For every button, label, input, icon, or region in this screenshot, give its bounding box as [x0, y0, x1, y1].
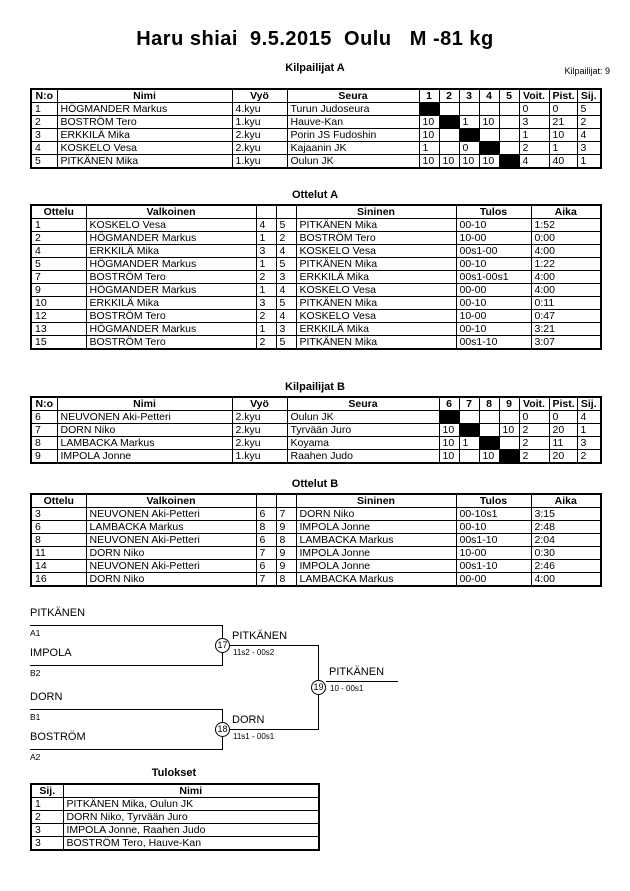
bracket-result-label: 11s1 - 00s1: [233, 732, 275, 741]
belt-cell: 1.kyu: [232, 155, 287, 169]
place-cell: 5: [577, 103, 601, 116]
points-cell: 40: [549, 155, 577, 169]
column-header: Pist.: [549, 89, 577, 103]
wins-cell: 0: [519, 103, 549, 116]
competitor-number-cell: 9: [31, 450, 57, 464]
blue-name-cell: LAMBACKA Markus: [296, 534, 456, 547]
white-number-cell: 7: [256, 547, 276, 560]
column-header: Nimi: [57, 89, 232, 103]
result-cell: 00-10: [456, 219, 531, 232]
points-cell: 0: [549, 411, 577, 424]
result-cell: 00-10s1: [456, 508, 531, 521]
club-cell: Oulun JK: [287, 155, 419, 169]
blue-number-cell: 5: [276, 258, 296, 271]
column-header: Nimi: [63, 784, 319, 798]
score-cell: 10: [479, 116, 499, 129]
match-node-17: 17: [215, 638, 230, 653]
score-cell: 10: [419, 155, 439, 169]
match-number-cell: 1: [31, 219, 86, 232]
white-number-cell: 3: [256, 245, 276, 258]
club-cell: Kajaanin JK: [287, 142, 419, 155]
belt-cell: 2.kyu: [232, 424, 287, 437]
column-header: Vyö: [232, 397, 287, 411]
result-cell: 00-10: [456, 258, 531, 271]
wins-cell: 2: [519, 450, 549, 464]
result-name-cell: BOSTRÖM Tero, Hauve-Kan: [63, 837, 319, 851]
place-cell: 2: [31, 811, 63, 824]
white-number-cell: 1: [256, 232, 276, 245]
time-cell: 2:46: [531, 560, 601, 573]
result-row: [31, 811, 319, 824]
match-number-cell: 11: [31, 547, 86, 560]
bracket-line: [30, 749, 223, 750]
column-header: Nimi: [57, 397, 232, 411]
time-cell: 1:52: [531, 219, 601, 232]
blue-number-cell: 5: [276, 219, 296, 232]
column-header: Valkoinen: [86, 494, 256, 508]
result-row: [31, 837, 319, 851]
time-cell: 4:00: [531, 271, 601, 284]
score-cell: 10: [439, 155, 459, 169]
belt-cell: 2.kyu: [232, 129, 287, 142]
place-cell: 2: [577, 116, 601, 129]
white-name-cell: HÖGMANDER Markus: [86, 258, 256, 271]
competitors-count: Kilpailijat: 9: [564, 66, 610, 76]
blue-number-cell: 9: [276, 521, 296, 534]
competitor-number-cell: 3: [31, 129, 57, 142]
blue-number-cell: 4: [276, 245, 296, 258]
white-number-cell: 7: [256, 573, 276, 587]
blue-name-cell: IMPOLA Jonne: [296, 521, 456, 534]
blue-number-cell: 5: [276, 297, 296, 310]
bracket-line: [326, 681, 398, 682]
bracket-line: [230, 729, 318, 730]
result-cell: 00-00: [456, 284, 531, 297]
blue-name-cell: DORN Niko: [296, 508, 456, 521]
blue-name-cell: KOSKELO Vesa: [296, 310, 456, 323]
wins-cell: 2: [519, 142, 549, 155]
match-number-cell: 10: [31, 297, 86, 310]
column-header: 3: [459, 89, 479, 103]
time-cell: 2:04: [531, 534, 601, 547]
blue-number-cell: 9: [276, 547, 296, 560]
match-number-cell: 16: [31, 573, 86, 587]
white-name-cell: DORN Niko: [86, 547, 256, 560]
result-cell: 10-00: [456, 310, 531, 323]
blue-name-cell: PITKÄNEN Mika: [296, 336, 456, 350]
column-header: Seura: [287, 89, 419, 103]
points-cell: 10: [549, 129, 577, 142]
competitor-number-cell: 2: [31, 116, 57, 129]
match-number-cell: 12: [31, 310, 86, 323]
bracket-line: [30, 625, 223, 626]
score-cell: 10: [439, 424, 459, 437]
column-header: Voit.: [519, 89, 549, 103]
bracket-line: [230, 645, 318, 646]
bracket-slot-name: IMPOLA: [30, 647, 72, 659]
competitor-name-cell: LAMBACKA Markus: [57, 437, 232, 450]
bracket-winner-label: DORN: [232, 714, 265, 726]
bracket-line: [30, 709, 223, 710]
column-header: 4: [479, 89, 499, 103]
bracket-seed-label: B2: [30, 668, 41, 678]
white-name-cell: NEUVONEN Aki-Petteri: [86, 534, 256, 547]
blue-name-cell: IMPOLA Jonne: [296, 547, 456, 560]
bracket-winner-label: PITKÄNEN: [329, 666, 385, 678]
column-header: Sij.: [577, 397, 601, 411]
white-name-cell: HÖGMANDER Markus: [86, 284, 256, 297]
belt-cell: 2.kyu: [232, 411, 287, 424]
time-cell: 3:21: [531, 323, 601, 336]
club-cell: Raahen Judo: [287, 450, 439, 464]
competitor-name-cell: IMPOLA Jonne: [57, 450, 232, 464]
competitor-number-cell: 8: [31, 437, 57, 450]
white-number-cell: 1: [256, 323, 276, 336]
blue-name-cell: PITKÄNEN Mika: [296, 297, 456, 310]
bracket-seed-label: A2: [30, 752, 41, 762]
wins-cell: 1: [519, 129, 549, 142]
points-cell: 21: [549, 116, 577, 129]
place-cell: 3: [31, 837, 63, 851]
result-cell: 10-00: [456, 547, 531, 560]
result-cell: 00-10: [456, 521, 531, 534]
white-name-cell: ERKKILÄ Mika: [86, 245, 256, 258]
bracket-seed-label: A1: [30, 628, 41, 638]
points-cell: 20: [549, 450, 577, 464]
score-cell: 10: [479, 450, 499, 464]
place-cell: 3: [31, 824, 63, 837]
blue-name-cell: PITKÄNEN Mika: [296, 219, 456, 232]
place-cell: 4: [577, 411, 601, 424]
blue-number-cell: 4: [276, 284, 296, 297]
results-heading: Tulokset: [151, 767, 197, 779]
blue-name-cell: ERKKILÄ Mika: [296, 271, 456, 284]
competitor-name-cell: BOSTRÖM Tero: [57, 116, 232, 129]
time-cell: 1:22: [531, 258, 601, 271]
results-table: [30, 783, 320, 851]
white-number-cell: 6: [256, 560, 276, 573]
blue-number-cell: 5: [276, 336, 296, 350]
place-cell: 1: [31, 798, 63, 811]
matches-b-heading: Ottelut B: [291, 478, 339, 490]
result-cell: 00s1-10: [456, 534, 531, 547]
white-name-cell: LAMBACKA Markus: [86, 521, 256, 534]
white-name-cell: BOSTRÖM Tero: [86, 310, 256, 323]
competitor-number-cell: 1: [31, 103, 57, 116]
column-header: Sininen: [296, 494, 456, 508]
result-cell: 00s1-00s1: [456, 271, 531, 284]
bracket-slot-name: PITKÄNEN: [30, 607, 86, 619]
result-row: [31, 798, 319, 811]
time-cell: 2:48: [531, 521, 601, 534]
wins-cell: 2: [519, 437, 549, 450]
column-header: Ottelu: [31, 494, 86, 508]
blue-name-cell: LAMBACKA Markus: [296, 573, 456, 587]
match-number-cell: 13: [31, 323, 86, 336]
column-header: 2: [439, 89, 459, 103]
blue-name-cell: BOSTRÖM Tero: [296, 232, 456, 245]
match-number-cell: 2: [31, 232, 86, 245]
belt-cell: 2.kyu: [232, 437, 287, 450]
competitor-number-cell: 4: [31, 142, 57, 155]
column-header: Valkoinen: [86, 205, 256, 219]
match-node-18: 18: [215, 722, 230, 737]
column-header: N:o: [31, 397, 57, 411]
white-name-cell: BOSTRÖM Tero: [86, 336, 256, 350]
score-cell: 10: [439, 450, 459, 464]
blue-number-cell: 9: [276, 560, 296, 573]
belt-cell: 2.kyu: [232, 142, 287, 155]
bracket-seed-label: B1: [30, 712, 41, 722]
result-name-cell: IMPOLA Jonne, Raahen Judo: [63, 824, 319, 837]
white-name-cell: KOSKELO Vesa: [86, 219, 256, 232]
white-name-cell: DORN Niko: [86, 573, 256, 587]
result-cell: 00s1-10: [456, 560, 531, 573]
competitor-number-cell: 7: [31, 424, 57, 437]
club-cell: Turun Judoseura: [287, 103, 419, 116]
white-name-cell: BOSTRÖM Tero: [86, 271, 256, 284]
column-header: N:o: [31, 89, 57, 103]
white-name-cell: NEUVONEN Aki-Petteri: [86, 508, 256, 521]
blue-name-cell: IMPOLA Jonne: [296, 560, 456, 573]
column-header: Voit.: [519, 397, 549, 411]
white-number-cell: 1: [256, 258, 276, 271]
time-cell: 4:00: [531, 245, 601, 258]
time-cell: 4:00: [531, 284, 601, 297]
belt-cell: 4.kyu: [232, 103, 287, 116]
bracket-slot-name: DORN: [30, 691, 63, 703]
competitor-name-cell: DORN Niko: [57, 424, 232, 437]
matches-a-heading: Ottelut A: [291, 189, 339, 201]
column-header: Pist.: [549, 397, 577, 411]
score-cell: 10: [439, 437, 459, 450]
result-cell: 10-00: [456, 232, 531, 245]
column-header: 5: [499, 89, 519, 103]
club-cell: Tyrvään Juro: [287, 424, 439, 437]
place-cell: 3: [577, 142, 601, 155]
blue-number-cell: 2: [276, 232, 296, 245]
blue-name-cell: KOSKELO Vesa: [296, 245, 456, 258]
competitor-name-cell: HÖGMANDER Markus: [57, 103, 232, 116]
place-cell: 2: [577, 450, 601, 464]
wins-cell: 3: [519, 116, 549, 129]
bracket-line: [30, 665, 223, 666]
column-header: Tulos: [456, 494, 531, 508]
time-cell: 0:30: [531, 547, 601, 560]
white-number-cell: 4: [256, 219, 276, 232]
points-cell: 1: [549, 142, 577, 155]
page-title: Haru shiai 9.5.2015 Oulu M -81 kg: [136, 28, 494, 50]
competitor-name-cell: KOSKELO Vesa: [57, 142, 232, 155]
result-row: [31, 824, 319, 837]
club-cell: Hauve-Kan: [287, 116, 419, 129]
time-cell: 0:00: [531, 232, 601, 245]
column-header: Seura: [287, 397, 439, 411]
white-name-cell: HÖGMANDER Markus: [86, 323, 256, 336]
place-cell: 1: [577, 155, 601, 169]
result-cell: 00-10: [456, 297, 531, 310]
club-cell: Oulun JK: [287, 411, 439, 424]
white-number-cell: 2: [256, 310, 276, 323]
wins-cell: 0: [519, 411, 549, 424]
pool-a-heading: Kilpailijat A: [285, 62, 345, 74]
result-cell: 00-00: [456, 573, 531, 587]
match-number-cell: 5: [31, 258, 86, 271]
place-cell: 3: [577, 437, 601, 450]
match-number-cell: 9: [31, 284, 86, 297]
white-name-cell: ERKKILÄ Mika: [86, 297, 256, 310]
time-cell: 3:07: [531, 336, 601, 350]
points-cell: 20: [549, 424, 577, 437]
blue-number-cell: 8: [276, 534, 296, 547]
time-cell: 0:47: [531, 310, 601, 323]
white-number-cell: 2: [256, 271, 276, 284]
white-number-cell: 1: [256, 284, 276, 297]
club-cell: Porin JS Fudoshin: [287, 129, 419, 142]
belt-cell: 1.kyu: [232, 450, 287, 464]
column-header: 8: [479, 397, 499, 411]
time-cell: 0:11: [531, 297, 601, 310]
header-row: [31, 784, 319, 798]
match-number-cell: 15: [31, 336, 86, 350]
column-header: 6: [439, 397, 459, 411]
blue-name-cell: KOSKELO Vesa: [296, 284, 456, 297]
white-number-cell: 6: [256, 534, 276, 547]
competitor-name-cell: ERKKILÄ Mika: [57, 129, 232, 142]
wins-cell: 4: [519, 155, 549, 169]
bracket-result-label: 11s2 - 00s2: [233, 648, 275, 657]
match-number-cell: 6: [31, 521, 86, 534]
result-cell: 00s1-00: [456, 245, 531, 258]
bracket-winner-label: PITKÄNEN: [232, 630, 288, 642]
column-header: 1: [419, 89, 439, 103]
competitor-number-cell: 5: [31, 155, 57, 169]
score-cell: 10: [479, 155, 499, 169]
score-cell: 10: [499, 424, 519, 437]
result-cell: 00s1-10: [456, 336, 531, 350]
competitor-name-cell: NEUVONEN Aki-Petteri: [57, 411, 232, 424]
blue-number-cell: 3: [276, 323, 296, 336]
blue-name-cell: ERKKILÄ Mika: [296, 323, 456, 336]
match-number-cell: 4: [31, 245, 86, 258]
pool-b-heading: Kilpailijat B: [285, 381, 345, 393]
place-cell: 4: [577, 129, 601, 142]
white-name-cell: NEUVONEN Aki-Petteri: [86, 560, 256, 573]
score-cell: 10: [459, 155, 479, 169]
match-number-cell: 3: [31, 508, 86, 521]
blue-number-cell: 3: [276, 271, 296, 284]
score-cell: 0: [459, 142, 479, 155]
white-number-cell: 6: [256, 508, 276, 521]
column-header: Ottelu: [31, 205, 86, 219]
column-header: Sij.: [31, 784, 63, 798]
bracket-result-label: 10 - 00s1: [330, 684, 364, 693]
match-node-19: 19: [311, 680, 326, 695]
column-header: 7: [459, 397, 479, 411]
competitor-name-cell: PITKÄNEN Mika: [57, 155, 232, 169]
blue-number-cell: 4: [276, 310, 296, 323]
white-number-cell: 3: [256, 297, 276, 310]
match-number-cell: 8: [31, 534, 86, 547]
column-header: Vyö: [232, 89, 287, 103]
column-header: Sininen: [296, 205, 456, 219]
score-cell: 1: [459, 116, 479, 129]
competitor-number-cell: 6: [31, 411, 57, 424]
result-name-cell: PITKÄNEN Mika, Oulun JK: [63, 798, 319, 811]
score-cell: 1: [459, 437, 479, 450]
column-header: Aika: [531, 205, 601, 219]
match-number-cell: 14: [31, 560, 86, 573]
white-number-cell: 8: [256, 521, 276, 534]
result-cell: 00-10: [456, 323, 531, 336]
score-cell: 10: [419, 129, 439, 142]
bracket-slot-name: BOSTRÖM: [30, 731, 86, 743]
result-name-cell: DORN Niko, Tyrvään Juro: [63, 811, 319, 824]
score-cell: 1: [419, 142, 439, 155]
match-number-cell: 7: [31, 271, 86, 284]
belt-cell: 1.kyu: [232, 116, 287, 129]
wins-cell: 2: [519, 424, 549, 437]
points-cell: 11: [549, 437, 577, 450]
blue-number-cell: 7: [276, 508, 296, 521]
blue-number-cell: 8: [276, 573, 296, 587]
blue-name-cell: PITKÄNEN Mika: [296, 258, 456, 271]
column-header: Tulos: [456, 205, 531, 219]
column-header: 9: [499, 397, 519, 411]
column-header: Sij.: [577, 89, 601, 103]
white-number-cell: 2: [256, 336, 276, 350]
time-cell: 4:00: [531, 573, 601, 587]
points-cell: 0: [549, 103, 577, 116]
time-cell: 3:15: [531, 508, 601, 521]
white-name-cell: HÖGMANDER Markus: [86, 232, 256, 245]
place-cell: 1: [577, 424, 601, 437]
club-cell: Koyama: [287, 437, 439, 450]
score-cell: 10: [419, 116, 439, 129]
column-header: Aika: [531, 494, 601, 508]
